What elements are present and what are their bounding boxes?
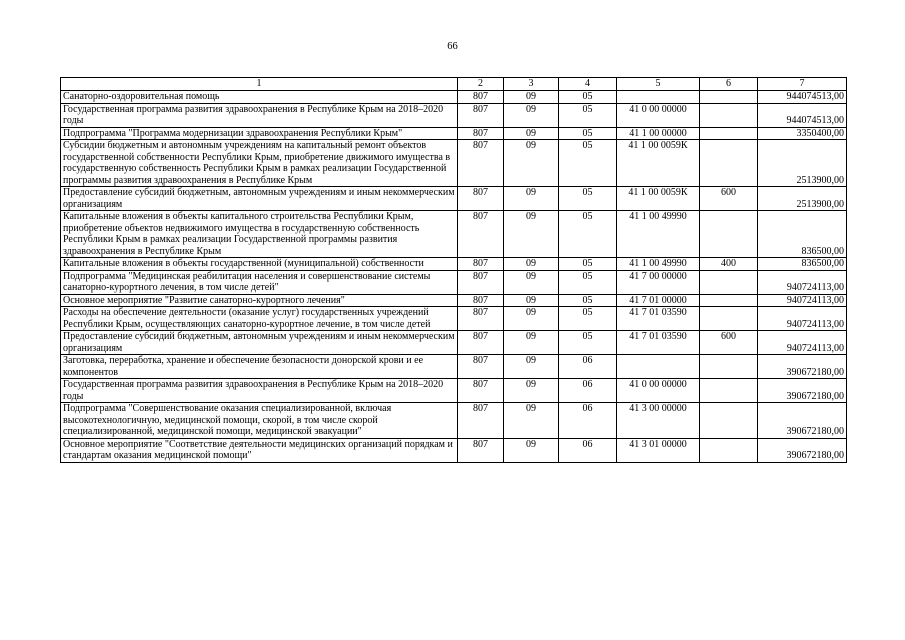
table-row bbox=[61, 379, 847, 403]
row-section-cell: 09 bbox=[504, 187, 559, 211]
table-row bbox=[61, 187, 847, 211]
row-name-cell: Основное мероприятие "Соответствие деятельности медицинских организаций порядкам и стандартам оказания медицинской помощи" bbox=[61, 438, 458, 462]
table-row bbox=[61, 270, 847, 294]
row-name-cell: Подпрограмма "Медицинская реабилитация населения и совершенствование системы санаторно-курортного лечения, в том числе детей" bbox=[61, 270, 458, 294]
row-amount-cell: 390672180,00 bbox=[758, 379, 847, 403]
row-code-cell: 807 bbox=[458, 103, 504, 127]
row-expense-type-cell bbox=[700, 379, 758, 403]
row-expense-type-cell bbox=[700, 127, 758, 140]
header-cell-6: 6 bbox=[700, 78, 758, 91]
row-subsection-cell: 06 bbox=[559, 355, 617, 379]
row-code-cell: 807 bbox=[458, 258, 504, 271]
row-subsection-cell: 06 bbox=[559, 403, 617, 439]
row-expense-type-cell bbox=[700, 355, 758, 379]
row-subsection-cell: 05 bbox=[559, 91, 617, 104]
table-row bbox=[61, 331, 847, 355]
row-amount-cell: 390672180,00 bbox=[758, 438, 847, 462]
row-target-article-cell: 41 3 01 00000 bbox=[617, 438, 700, 462]
header-cell-2: 2 bbox=[458, 78, 504, 91]
table-row bbox=[61, 403, 847, 439]
row-code-cell: 807 bbox=[458, 307, 504, 331]
row-expense-type-cell: 600 bbox=[700, 187, 758, 211]
row-section-cell: 09 bbox=[504, 140, 559, 187]
row-code-cell: 807 bbox=[458, 355, 504, 379]
row-subsection-cell: 05 bbox=[559, 331, 617, 355]
header-row bbox=[61, 78, 847, 91]
row-target-article-cell: 41 7 01 03590 bbox=[617, 331, 700, 355]
row-section-cell: 09 bbox=[504, 438, 559, 462]
header-cell-1: 1 bbox=[61, 78, 458, 91]
row-name-cell: Субсидии бюджетным и автономным учреждениям на капитальный ремонт объектов государственной собственности Республики Крым, приобретение движимого имущества в государственную собственность Республики Крым в рамках реализации Государственной программы развития здравоохранения в Республике Крым bbox=[61, 140, 458, 187]
table-row bbox=[61, 140, 847, 187]
row-code-cell: 807 bbox=[458, 91, 504, 104]
row-subsection-cell: 05 bbox=[559, 294, 617, 307]
row-name-cell: Капитальные вложения в объекты капитального строительства Республики Крым, приобретение объектов недвижимого имущества в государственную собственность Республики Крым в рамках реализации Государственной программы развития здравоохранения в Республике Крым bbox=[61, 211, 458, 258]
row-name-cell: Подпрограмма "Программа модернизации здравоохранения Республики Крым" bbox=[61, 127, 458, 140]
row-target-article-cell: 41 7 01 03590 bbox=[617, 307, 700, 331]
header-cell-4: 4 bbox=[559, 78, 617, 91]
row-expense-type-cell bbox=[700, 211, 758, 258]
row-subsection-cell: 05 bbox=[559, 270, 617, 294]
row-subsection-cell: 05 bbox=[559, 211, 617, 258]
row-subsection-cell: 05 bbox=[559, 140, 617, 187]
table-row bbox=[61, 127, 847, 140]
row-subsection-cell: 05 bbox=[559, 307, 617, 331]
row-section-cell: 09 bbox=[504, 258, 559, 271]
row-name-cell: Основное мероприятие "Развитие санаторно-курортного лечения" bbox=[61, 294, 458, 307]
row-name-cell: Предоставление субсидий бюджетным, автономным учреждениям и иным некоммерческим организациям bbox=[61, 187, 458, 211]
table-row bbox=[61, 211, 847, 258]
row-subsection-cell: 05 bbox=[559, 258, 617, 271]
row-target-article-cell: 41 1 00 00000 bbox=[617, 127, 700, 140]
row-target-article-cell: 41 1 00 49990 bbox=[617, 211, 700, 258]
table-row bbox=[61, 438, 847, 462]
row-name-cell: Расходы на обеспечение деятельности (оказание услуг) государственных учреждений Республики Крым, осуществляющих санаторно-курортное лечение, в том числе детей bbox=[61, 307, 458, 331]
row-amount-cell: 944074513,00 bbox=[758, 103, 847, 127]
row-amount-cell: 944074513,00 bbox=[758, 91, 847, 104]
row-amount-cell: 3350400,00 bbox=[758, 127, 847, 140]
table-row bbox=[61, 307, 847, 331]
row-expense-type-cell bbox=[700, 294, 758, 307]
row-expense-type-cell bbox=[700, 270, 758, 294]
header-cell-5: 5 bbox=[617, 78, 700, 91]
row-section-cell: 09 bbox=[504, 331, 559, 355]
row-amount-cell: 390672180,00 bbox=[758, 403, 847, 439]
row-code-cell: 807 bbox=[458, 187, 504, 211]
row-expense-type-cell bbox=[700, 103, 758, 127]
header-cell-3: 3 bbox=[504, 78, 559, 91]
row-section-cell: 09 bbox=[504, 270, 559, 294]
row-amount-cell: 940724113,00 bbox=[758, 294, 847, 307]
row-subsection-cell: 05 bbox=[559, 187, 617, 211]
row-code-cell: 807 bbox=[458, 331, 504, 355]
row-target-article-cell bbox=[617, 355, 700, 379]
row-expense-type-cell bbox=[700, 403, 758, 439]
row-code-cell: 807 bbox=[458, 403, 504, 439]
row-section-cell: 09 bbox=[504, 355, 559, 379]
row-amount-cell: 836500,00 bbox=[758, 258, 847, 271]
row-amount-cell: 390672180,00 bbox=[758, 355, 847, 379]
row-name-cell: Подпрограмма "Совершенствование оказания специализированной, включая высокотехнологичную, медицинской помощи, скорой, в том числе скорой специализированной, медицинской помощи, медицинской эвакуации" bbox=[61, 403, 458, 439]
row-name-cell: Государственная программа развития здравоохранения в Республике Крым на 2018–2020 годы bbox=[61, 103, 458, 127]
row-expense-type-cell bbox=[700, 140, 758, 187]
row-expense-type-cell bbox=[700, 307, 758, 331]
row-target-article-cell: 41 0 00 00000 bbox=[617, 103, 700, 127]
table-row bbox=[61, 355, 847, 379]
row-target-article-cell: 41 7 01 00000 bbox=[617, 294, 700, 307]
row-subsection-cell: 05 bbox=[559, 103, 617, 127]
row-expense-type-cell bbox=[700, 438, 758, 462]
row-name-cell: Заготовка, переработка, хранение и обеспечение безопасности донорской крови и ее компонентов bbox=[61, 355, 458, 379]
row-section-cell: 09 bbox=[504, 127, 559, 140]
table-row bbox=[61, 103, 847, 127]
row-name-cell: Государственная программа развития здравоохранения в Республике Крым на 2018–2020 годы bbox=[61, 379, 458, 403]
header-cell-7: 7 bbox=[758, 78, 847, 91]
row-section-cell: 09 bbox=[504, 91, 559, 104]
row-section-cell: 09 bbox=[504, 403, 559, 439]
row-section-cell: 09 bbox=[504, 103, 559, 127]
row-name-cell: Предоставление субсидий бюджетным, автономным учреждениям и иным некоммерческим организациям bbox=[61, 331, 458, 355]
row-code-cell: 807 bbox=[458, 270, 504, 294]
table-row bbox=[61, 258, 847, 271]
row-target-article-cell: 41 7 00 00000 bbox=[617, 270, 700, 294]
row-target-article-cell: 41 0 00 00000 bbox=[617, 379, 700, 403]
row-expense-type-cell: 600 bbox=[700, 331, 758, 355]
row-code-cell: 807 bbox=[458, 294, 504, 307]
row-code-cell: 807 bbox=[458, 127, 504, 140]
row-section-cell: 09 bbox=[504, 211, 559, 258]
row-subsection-cell: 06 bbox=[559, 438, 617, 462]
row-amount-cell: 940724113,00 bbox=[758, 307, 847, 331]
row-amount-cell: 2513900,00 bbox=[758, 140, 847, 187]
row-section-cell: 09 bbox=[504, 294, 559, 307]
row-target-article-cell: 41 1 00 0059К bbox=[617, 140, 700, 187]
table-row bbox=[61, 91, 847, 104]
row-target-article-cell: 41 3 00 00000 bbox=[617, 403, 700, 439]
row-expense-type-cell: 400 bbox=[700, 258, 758, 271]
row-expense-type-cell bbox=[700, 91, 758, 104]
row-code-cell: 807 bbox=[458, 379, 504, 403]
row-code-cell: 807 bbox=[458, 438, 504, 462]
row-section-cell: 09 bbox=[504, 307, 559, 331]
row-code-cell: 807 bbox=[458, 140, 504, 187]
budget-table-body bbox=[61, 78, 847, 463]
table-row bbox=[61, 294, 847, 307]
row-amount-cell: 2513900,00 bbox=[758, 187, 847, 211]
budget-table bbox=[60, 77, 847, 463]
row-amount-cell: 940724113,00 bbox=[758, 331, 847, 355]
row-target-article-cell: 41 1 00 49990 bbox=[617, 258, 700, 271]
row-name-cell: Капитальные вложения в объекты государственной (муниципальной) собственности bbox=[61, 258, 458, 271]
row-subsection-cell: 05 bbox=[559, 127, 617, 140]
row-name-cell: Санаторно-оздоровительная помощь bbox=[61, 91, 458, 104]
row-amount-cell: 836500,00 bbox=[758, 211, 847, 258]
row-target-article-cell: 41 1 00 0059К bbox=[617, 187, 700, 211]
page-number: 66 bbox=[447, 41, 458, 52]
row-target-article-cell bbox=[617, 91, 700, 104]
row-section-cell: 09 bbox=[504, 379, 559, 403]
row-subsection-cell: 06 bbox=[559, 379, 617, 403]
row-amount-cell: 940724113,00 bbox=[758, 270, 847, 294]
row-code-cell: 807 bbox=[458, 211, 504, 258]
